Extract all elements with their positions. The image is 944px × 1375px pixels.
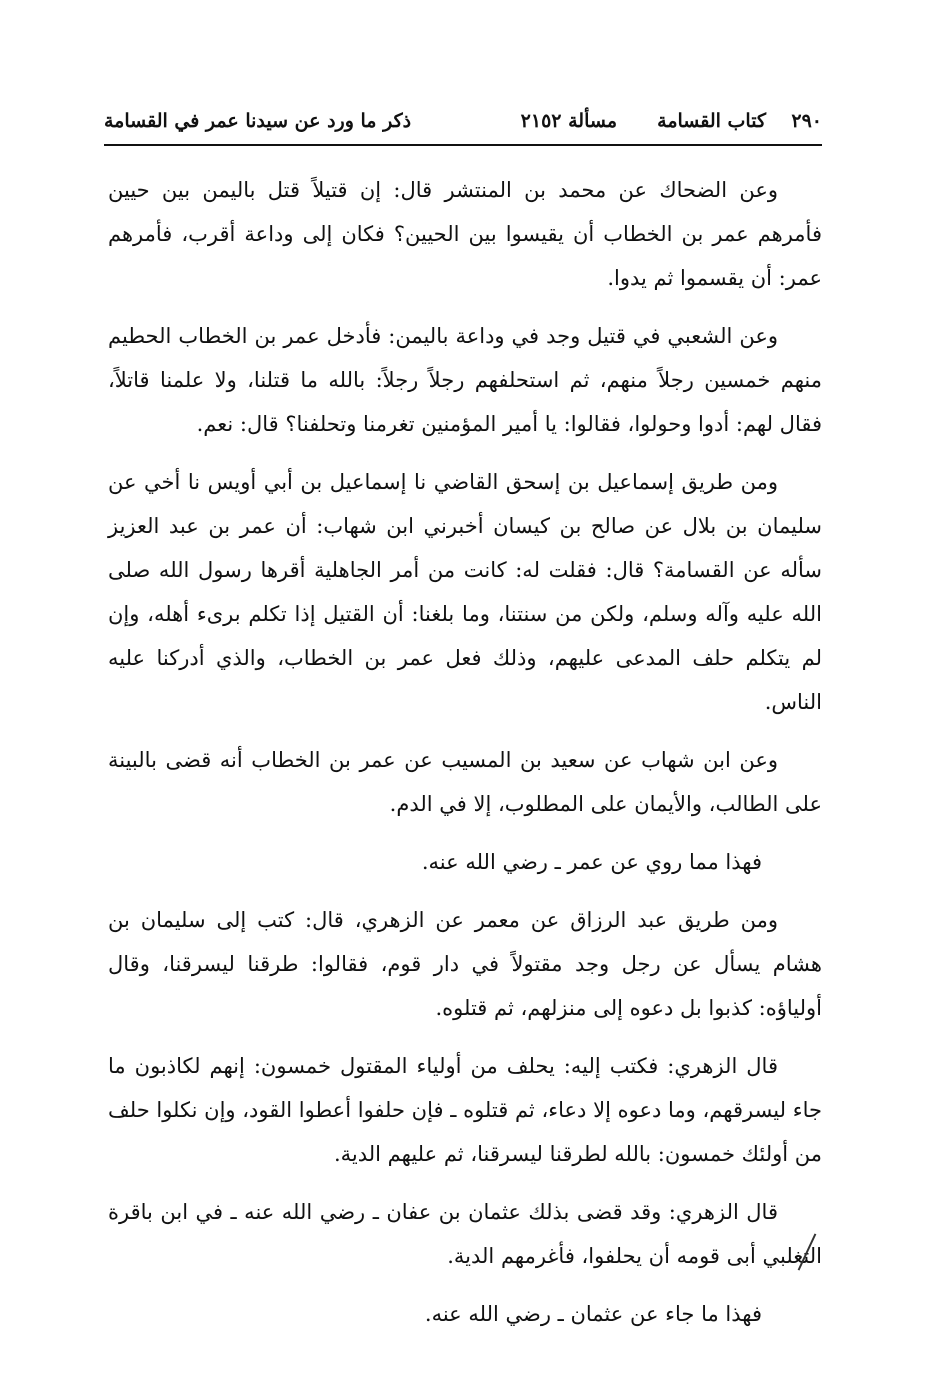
page-number: ٢٩٠ [791, 110, 822, 132]
paragraph: ومن طريق إسماعيل بن إسحق القاضي نا إسماعيل بن أبي أويس نا أخي عن سليمان بن بلال عن صالح بن كيسان أخبرني ابن شهاب: أن عمر بن عبد العزيز سأله عن القسامة؟ قال: فقلت له: كانت من أمر الجاهلية أقرها رسول الله صلى الله عليه وآله وسلم، ولكن من سنتنا، وما بلغنا: أن القتيل إذا تكلم برىء أهله، وإن لم يتكلم حلف المدعى عليهم، وذلك فعل عمر بن الخطاب، والذي أدركنا عليه الناس. [108, 470, 822, 714]
book-title: كتاب القسامة [657, 110, 766, 132]
page-body [108, 168, 822, 1350]
paragraph: قال الزهري: وقد قضى بذلك عثمان بن عفان ـ رضي الله عنه ـ في ابن باقرة التغلبي أبى قومه أن يحلفوا، فأغرمهم الدية. [108, 1200, 822, 1268]
issue-number: مسألة ٢١٥٢ [520, 110, 617, 132]
paragraph: وعن الضحاك عن محمد بن المنتشر قال: إن قتيلاً قتل باليمن بين حيين فأمرهم عمر بن الخطاب أن يقيسوا بين الحيين؟ فكان إلى وداعة أقرب، فأمرهم عمر: أن يقسموا ثم يدوا. [108, 178, 822, 290]
paragraph: فهذا مما روي عن عمر ـ رضي الله عنه. [421, 850, 762, 874]
page-header [104, 104, 822, 146]
paragraph: قال الزهري: فكتب إليه: يحلف من أولياء المقتول خمسون: إنهم لكاذبون ما جاء ليسرقهم، وما دعوه إلا دعاء، ثم قتلوه ـ فإن حلفوا أعطوا القود، وإن نكلوا حلف من أولئك خمسون: بالله لطرقنا ليسرقنا، ثم عليهم الدية. [108, 1054, 822, 1166]
paragraph: وعن ابن شهاب عن سعيد بن المسيب عن عمر بن الخطاب أنه قضى بالبينة على الطالب، والأيمان على المطلوب، إلا في الدم. [108, 748, 822, 816]
paragraph: وعن الشعبي في قتيل وجد في وداعة باليمن: فأدخل عمر بن الخطاب الحطيم منهم خمسين رجلاً منهم، ثم استحلفهم رجلاً رجلاً: بالله ما قتلنا، ولا علمنا قاتلاً، فقال لهم: أدوا وحولوا، فقالوا: يا أمير المؤمنين تغرمنا وتحلفنا؟ قال: نعم. [108, 324, 822, 436]
section-title: ذكر ما ورد عن سيدنا عمر في القسامة [104, 110, 412, 132]
paragraph: ومن طريق عبد الرزاق عن معمر عن الزهري، قال: كتب إلى سليمان بن هشام يسأل عن رجل وجد مقتولاً في دار قوم، فقالوا: طرقنا ليسرقنا، وقال أولياؤه: كذبوا بل دعوه إلى منزلهم، ثم قتلوه. [108, 908, 822, 1020]
paragraph: فهذا ما جاء عن عثمان ـ رضي الله عنه. [424, 1302, 762, 1326]
